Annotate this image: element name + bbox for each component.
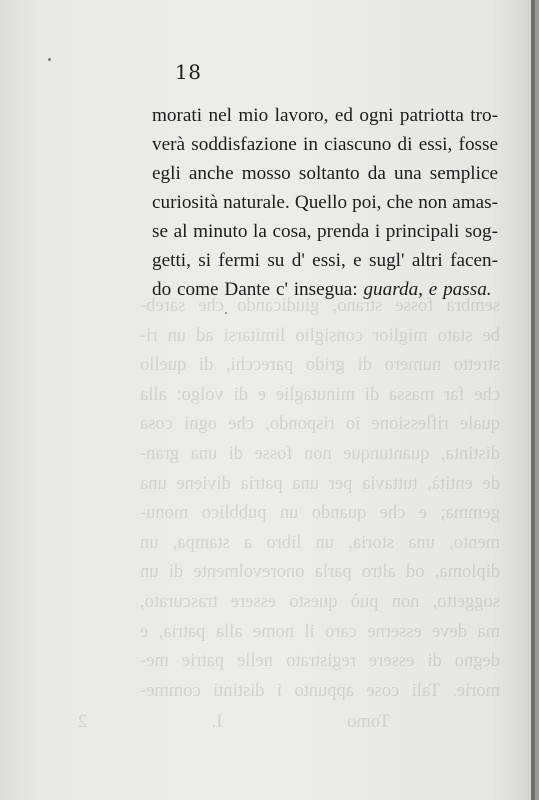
bleed-line: stretto numero di grido parecchi, di quello (140, 355, 500, 376)
bleed-through-text (77, 292, 500, 734)
bleed-line: morie. Tali cose appunto i distinti comme- (140, 680, 500, 701)
text-line: morati nel mio lavoro, ed ogni patriotta tro- (152, 105, 498, 126)
ink-speck (225, 312, 227, 314)
bleed-line: degno di essere registrato nelle patrie me- (140, 651, 500, 672)
bleed-line: mento, una storia, un libro a stampa, un (140, 532, 500, 553)
bleed-signature: Tomo I. 2 (77, 712, 390, 733)
last-line-italic: guarda, e passa. (363, 279, 492, 300)
bleed-line: be stato miglior consiglio limitarsi ad un ri- (140, 325, 500, 346)
last-line-prefix: do come Dante c' insegua: (152, 279, 358, 300)
text-line: curiosità naturale. Quello poi, che non amas- (152, 192, 498, 213)
text-line: egli anche mosso soltanto da una semplice (152, 163, 498, 184)
text-line: verà soddisfazione in ciascuno di essi, fosse (152, 134, 498, 155)
text-line: se al minuto la cosa, prenda i principali sog- (152, 221, 498, 242)
bleed-line: soggetto, non può questo essere trascurato, (140, 591, 500, 612)
bleed-line: de entità, tuttavia per una patria diviene una (140, 473, 500, 494)
ink-speck (48, 58, 51, 61)
text-line-last (152, 275, 498, 304)
body-text (152, 101, 498, 304)
page-edge (531, 0, 535, 800)
bleed-line: sembra fosse strano, giudicando che sareb- (140, 296, 500, 316)
bleed-line: che far massa di minutaglie e di volgo: alla (140, 384, 500, 405)
bleed-line: distinta, quantunque non fosse di una gran- (140, 443, 500, 464)
bleed-line: diploma, od altro parla onorevolmente di un (140, 562, 500, 583)
bleed-line: gemma; e che quando un pubblico monu- (140, 503, 500, 524)
bleed-line: ma deve esserne caro il nome alla patria, e (140, 621, 500, 642)
bleed-line: quale riflessione io rispondo, che ogni cosa (140, 414, 500, 435)
page-number: 18 (175, 60, 202, 84)
text-line: getti, si fermi su d' essi, e sugl' altri facen- (152, 250, 498, 271)
